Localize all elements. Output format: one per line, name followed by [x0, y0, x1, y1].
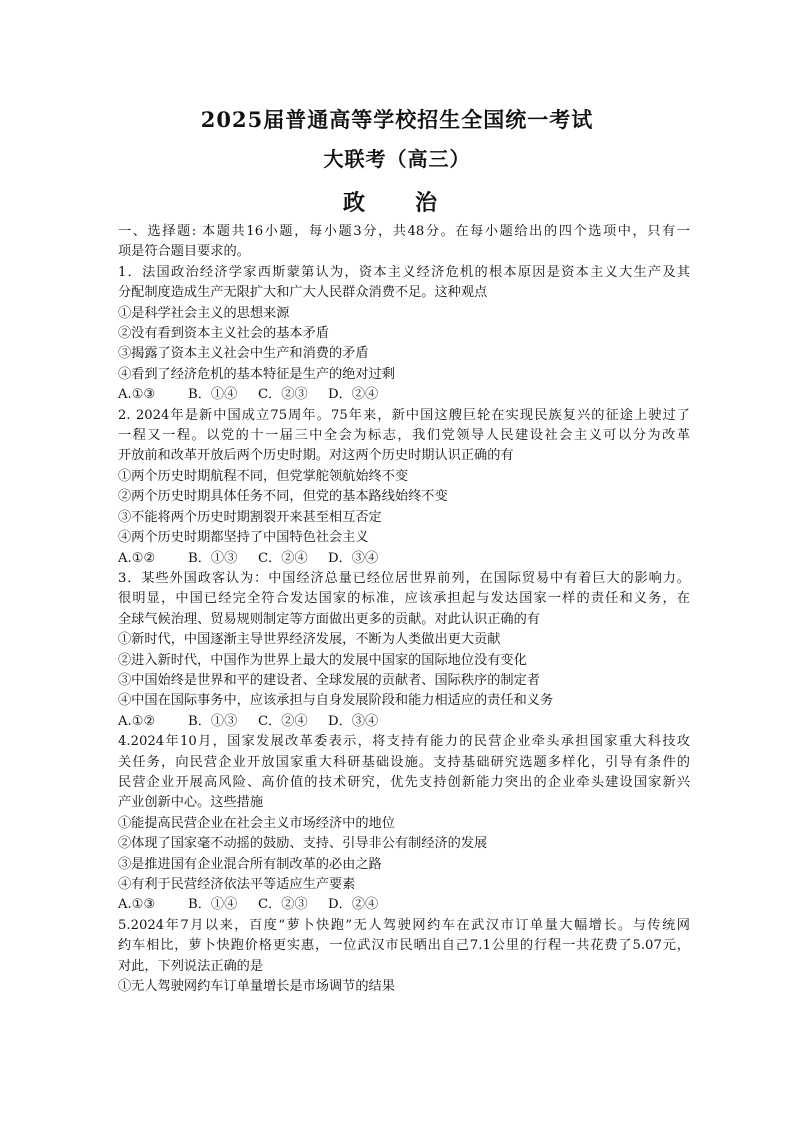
statement-item: ②进入新时代，中国作为世界上最大的发展中国家的国际地位没有变化 — [118, 652, 527, 668]
question-stem-line: 全球气候治理、贸易规则制定等方面做出更多的贡献。对此认识正确的有 — [118, 611, 540, 627]
statement-item: ③中国始终是世界和平的建设者、全球发展的贡献者、国际秩序的制定者 — [118, 672, 540, 688]
option-b: B．①④ — [188, 387, 238, 403]
option-b: B．①③ — [188, 550, 238, 566]
statement-item: ①无人驾驶网约车订单量增长是市场调节的结果 — [118, 979, 395, 995]
option-b: B．①③ — [188, 713, 238, 729]
instructions-line: 项是符合题目要求的。 — [118, 244, 250, 260]
answer-options — [118, 712, 690, 732]
subject-title: 政 治 — [342, 190, 451, 216]
question-2 — [118, 406, 690, 569]
question-stem-line: 3．某些外国政客认为：中国经济总量已经位居世界前列，在国际贸易中有着巨大的影响力。 — [118, 570, 690, 586]
question-stem-line: 分配制度造成生产无限扩大和广大人民群众消费不足。这种观点 — [118, 285, 488, 301]
question-1 — [118, 263, 690, 406]
option-a: A.①③ — [118, 897, 156, 913]
question-section — [118, 222, 690, 997]
option-a: A.①③ — [118, 387, 156, 403]
question-stem-line: 对此，下列说法正确的是 — [118, 958, 264, 974]
statement-item: ④中国在国际事务中，应该承担与自身发展阶段和能力相适应的责任和义务 — [118, 693, 554, 709]
statement-item: ④有利于民营经济依法平等适应生产要素 — [118, 877, 356, 892]
option-d: D．②④ — [328, 897, 379, 913]
statement-item: ④看到了经济危机的基本特征是生产的绝对过剩 — [118, 366, 395, 382]
option-d: D．③④ — [328, 550, 379, 566]
option-c: C．②④ — [258, 713, 308, 729]
statement-item: ③不能将两个历史时期割裂开来甚至相互否定 — [118, 509, 382, 525]
statement-item: ①新时代，中国逐渐主导世界经济发展，不断为人类做出更大贡献 — [118, 632, 501, 648]
answer-options — [118, 895, 690, 915]
statement-item: ①能提高民营企业在社会主义市场经济中的地位 — [118, 815, 395, 831]
question-stem-line: 约车相比，萝卜快跑价格更实惠，一位武汉市民晒出自己7.1公里的行程一共花费了5.07元， — [118, 938, 690, 954]
exam-title: 2025届普通高等学校招生全国统一考试 — [200, 107, 594, 132]
question-stem-line: 2. 2024年是新中国成立75周年。75年来，新中国这艘巨轮在实现民族复兴的征途上驶过了 — [118, 407, 690, 423]
statement-item: ③揭露了资本主义社会中生产和消费的矛盾 — [118, 346, 369, 362]
question-stem-line: 产业创新中心。这些措施 — [118, 795, 264, 811]
statement-item: ②体现了国家毫不动摇的鼓励、支持、引导非公有制经济的发展 — [118, 836, 488, 852]
question-stem-line: 一程又一程。以党的十一届三中全会为标志，我们党领导人民建设社会主义可以分为改革 — [118, 428, 690, 444]
statement-item: ①是科学社会主义的思想来源 — [118, 305, 290, 321]
statement-item: ③是推进国有企业混合所有制改革的必由之路 — [118, 856, 382, 872]
question-stem-line: 1．法国政治经济学家西斯蒙第认为，资本主义经济危机的根本原因是资本主义大生产及其 — [118, 264, 690, 280]
question-4 — [118, 732, 690, 916]
question-3 — [118, 569, 690, 732]
option-a: A.①② — [118, 550, 156, 566]
statement-item: ④两个历史时期都坚持了中国特色社会主义 — [118, 530, 369, 546]
option-c: C．②③ — [258, 387, 308, 403]
option-c: C．②④ — [258, 550, 308, 566]
option-d: D．②④ — [328, 387, 379, 403]
option-d: D．③④ — [328, 713, 379, 729]
instructions-line: 一、选择题: 本题共16小题，每小题3分，共48分。在每小题给出的四个选项中，只有一 — [118, 224, 690, 239]
question-stem-line: 很明显，中国已经完全符合发达国家的标准，应该承担起与发达国家一样的责任和义务，在 — [118, 591, 690, 607]
question-stem-line: 4.2024年10月，国家发展改革委表示，将支持有能力的民营企业牵头承担国家重大科技攻 — [118, 734, 690, 750]
exam-subtitle: 大联考（高三） — [323, 147, 471, 171]
question-stem-line: 民营企业开展高风险、高价值的技术研究，优先支持创新能力突出的企业牵头建设国家新兴 — [118, 774, 690, 790]
question-stem-line: 关任务，向民营企业开放国家重大科研基础设施。支持基础研究选题多样化，引导有条件的 — [118, 754, 690, 770]
answer-options — [118, 549, 690, 569]
option-c: C．②③ — [258, 897, 308, 913]
option-a: A.①② — [118, 713, 156, 729]
option-b: B．①④ — [188, 897, 238, 913]
statement-item: ①两个历史时期航程不同，但党掌舵领航始终不变 — [118, 468, 409, 484]
answer-options — [118, 385, 690, 405]
statement-item: ②没有看到资本主义社会的基本矛盾 — [118, 326, 329, 342]
question-stem-line: 5.2024年7月以来，百度“萝卜快跑”无人驾驶网约车在武汉市订单量大幅增长。与传统网 — [118, 917, 690, 933]
statement-item: ②两个历史时期具体任务不同，但党的基本路线始终不变 — [118, 489, 448, 505]
question-stem-line: 开放前和改革开放后两个历史时期。对这两个历史时期认识正确的有 — [118, 448, 514, 464]
question-5 — [118, 916, 690, 998]
